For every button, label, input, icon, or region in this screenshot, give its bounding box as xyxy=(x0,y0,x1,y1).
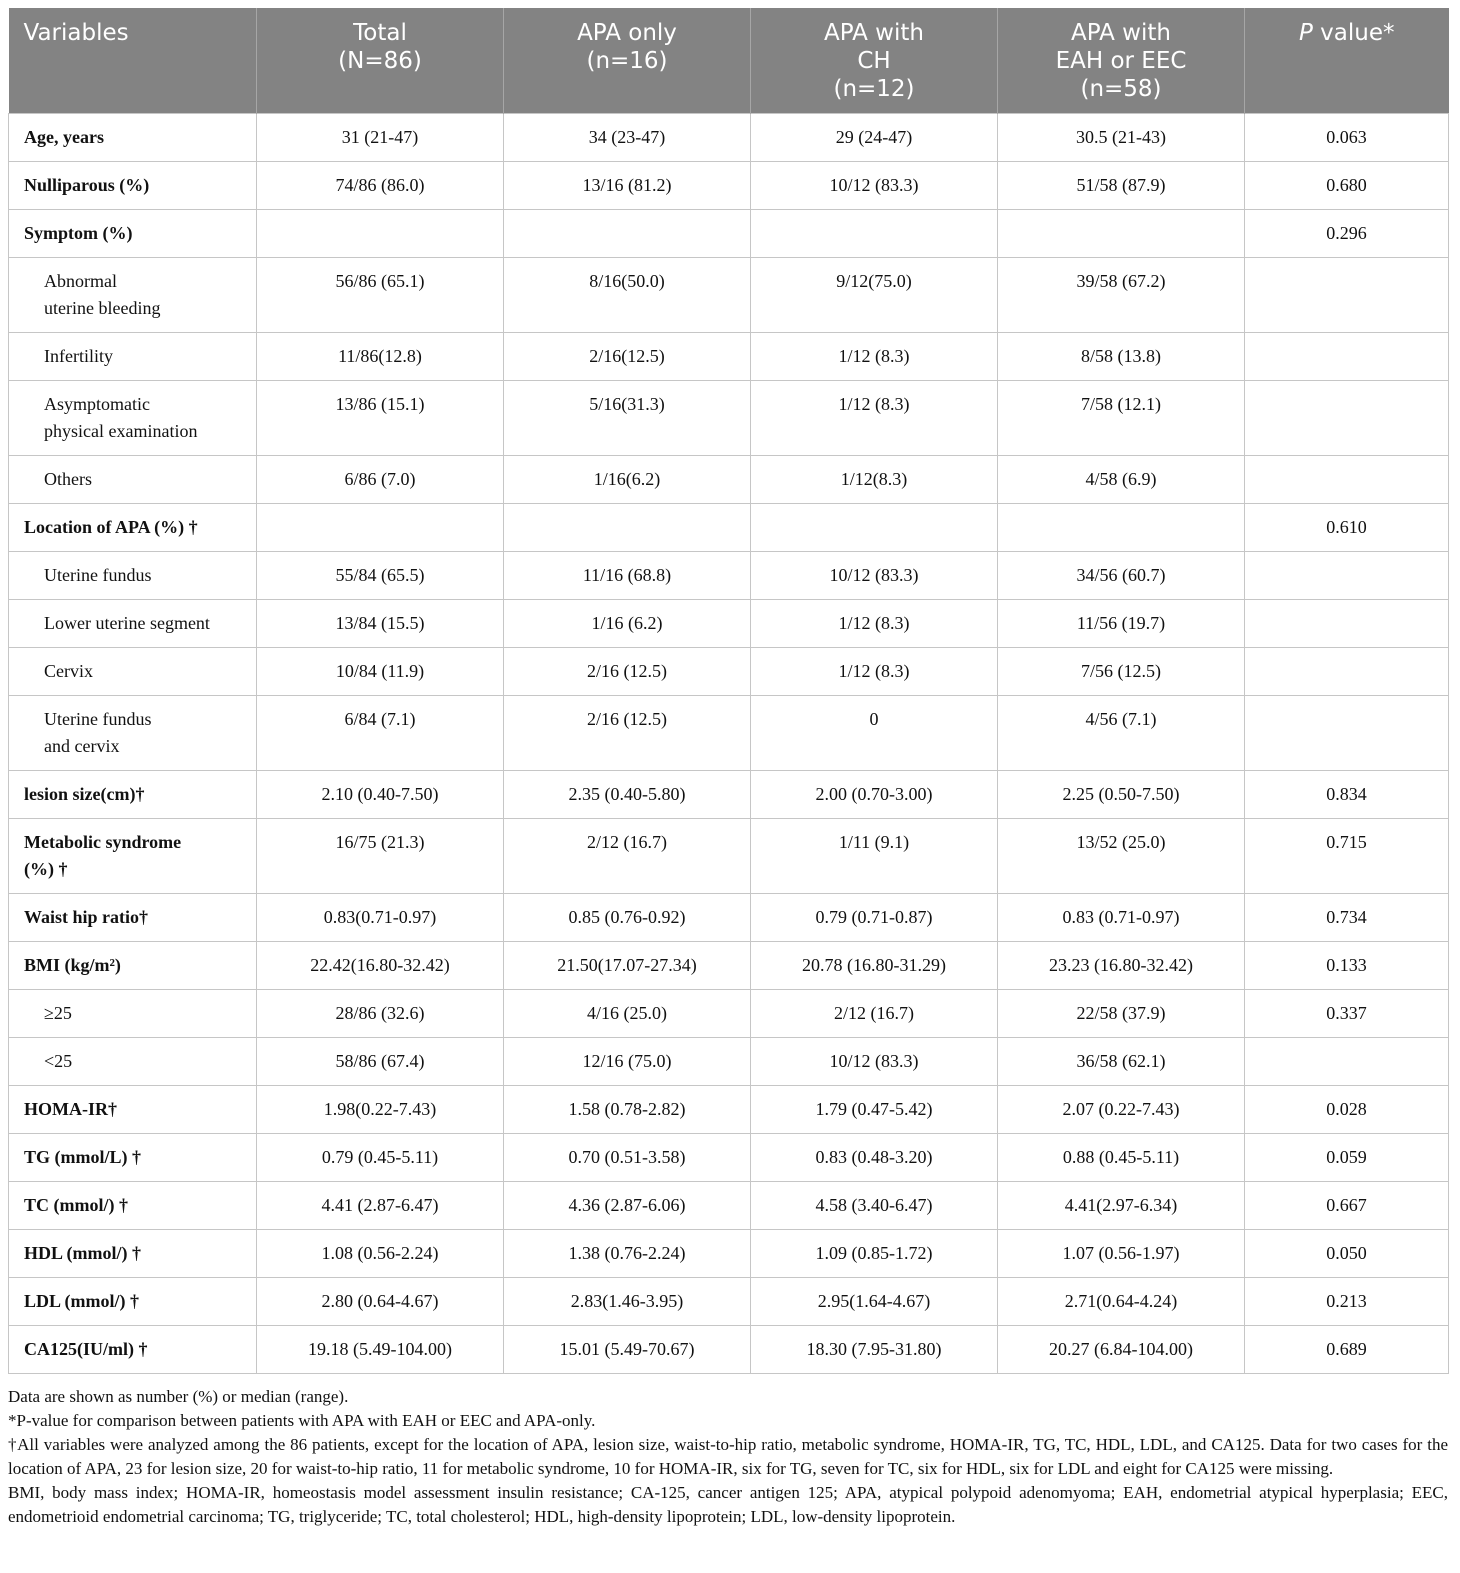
cell-apa-only: 21.50(17.07-27.34) xyxy=(504,942,751,990)
table-row xyxy=(9,600,1449,648)
cell-p-value: 0.680 xyxy=(1245,162,1449,210)
table-row xyxy=(9,504,1449,552)
cell-apa-with-eah-or-eec: 2.25 (0.50-7.50) xyxy=(998,771,1245,819)
cell-p-value: 0.213 xyxy=(1245,1278,1449,1326)
cell-apa-with-ch: 1.79 (0.47-5.42) xyxy=(751,1086,998,1134)
cell-apa-only: 13/16 (81.2) xyxy=(504,162,751,210)
cell-total: 55/84 (65.5) xyxy=(257,552,504,600)
cell-apa-with-eah-or-eec xyxy=(998,210,1245,258)
table-row xyxy=(9,456,1449,504)
cell-total xyxy=(257,210,504,258)
cell-p-value: 0.337 xyxy=(1245,990,1449,1038)
cell-total: 1.08 (0.56-2.24) xyxy=(257,1230,504,1278)
table-row xyxy=(9,942,1449,990)
cell-apa-only: 5/16(31.3) xyxy=(504,381,751,456)
footnote: *P-value for comparison between patients with APA with EAH or EEC and APA-only. xyxy=(8,1411,596,1430)
cell-apa-with-eah-or-eec: 39/58 (67.2) xyxy=(998,258,1245,333)
table-row xyxy=(9,648,1449,696)
cell-apa-with-ch: 9/12(75.0) xyxy=(751,258,998,333)
header-total: Total (N=86) xyxy=(257,8,504,114)
cell-apa-with-eah-or-eec: 51/58 (87.9) xyxy=(998,162,1245,210)
cell-apa-only: 0.85 (0.76-0.92) xyxy=(504,894,751,942)
row-label: HDL (mmol/) † xyxy=(9,1230,257,1278)
cell-apa-with-ch: 4.58 (3.40-6.47) xyxy=(751,1182,998,1230)
cell-apa-only: 2/16(12.5) xyxy=(504,333,751,381)
cell-apa-with-ch: 0.79 (0.71-0.87) xyxy=(751,894,998,942)
row-label: Lower uterine segment xyxy=(9,600,257,648)
cell-apa-only: 11/16 (68.8) xyxy=(504,552,751,600)
cell-apa-with-ch: 1/11 (9.1) xyxy=(751,819,998,894)
row-label: Waist hip ratio† xyxy=(9,894,257,942)
cell-apa-with-ch: 1/12 (8.3) xyxy=(751,333,998,381)
row-label: Abnormal uterine bleeding xyxy=(9,258,257,333)
cell-apa-with-ch: 18.30 (7.95-31.80) xyxy=(751,1326,998,1374)
cell-p-value: 0.028 xyxy=(1245,1086,1449,1134)
cell-total: 11/86(12.8) xyxy=(257,333,504,381)
row-label: TC (mmol/) † xyxy=(9,1182,257,1230)
row-label: Others xyxy=(9,456,257,504)
cell-apa-with-ch: 10/12 (83.3) xyxy=(751,552,998,600)
footnote: BMI, body mass index; HOMA-IR, homeostasis model assessment insulin resistance; CA-125, cancer antigen 125; APA, atypical polypoid adenomyoma; EAH, endometrial atypical hyperplasia; EEC, endometrioid endometrial carcinoma; TG, triglyceride; TC, total cholesterol; HDL, high-density lipoprotein; LDL, low-density lipoprotein. xyxy=(8,1483,1448,1526)
characteristics-table xyxy=(8,8,1449,1374)
cell-apa-with-eah-or-eec: 4/56 (7.1) xyxy=(998,696,1245,771)
cell-apa-with-ch: 1/12(8.3) xyxy=(751,456,998,504)
cell-apa-only xyxy=(504,210,751,258)
cell-apa-with-ch: 0 xyxy=(751,696,998,771)
cell-total: 6/86 (7.0) xyxy=(257,456,504,504)
table-header xyxy=(9,8,1449,114)
cell-apa-with-ch: 1/12 (8.3) xyxy=(751,648,998,696)
table-row xyxy=(9,258,1449,333)
cell-apa-only: 8/16(50.0) xyxy=(504,258,751,333)
cell-apa-with-ch: 10/12 (83.3) xyxy=(751,162,998,210)
row-label: Uterine fundus xyxy=(9,552,257,600)
cell-p-value: 0.689 xyxy=(1245,1326,1449,1374)
row-label: lesion size(cm)† xyxy=(9,771,257,819)
table-row xyxy=(9,1086,1449,1134)
cell-apa-only: 2.35 (0.40-5.80) xyxy=(504,771,751,819)
header-row xyxy=(9,8,1449,114)
cell-apa-with-eah-or-eec: 4.41(2.97-6.34) xyxy=(998,1182,1245,1230)
cell-apa-only: 2/16 (12.5) xyxy=(504,648,751,696)
table-row xyxy=(9,696,1449,771)
row-label: Age, years xyxy=(9,114,257,162)
cell-total: 22.42(16.80-32.42) xyxy=(257,942,504,990)
cell-apa-with-eah-or-eec: 4/58 (6.9) xyxy=(998,456,1245,504)
cell-total: 28/86 (32.6) xyxy=(257,990,504,1038)
row-label: CA125(IU/ml) † xyxy=(9,1326,257,1374)
cell-apa-with-eah-or-eec: 34/56 (60.7) xyxy=(998,552,1245,600)
table-row xyxy=(9,162,1449,210)
cell-total xyxy=(257,504,504,552)
footnote: Data are shown as number (%) or median (range). xyxy=(8,1387,349,1406)
table-row xyxy=(9,1038,1449,1086)
cell-apa-with-eah-or-eec: 7/58 (12.1) xyxy=(998,381,1245,456)
cell-p-value xyxy=(1245,333,1449,381)
cell-apa-with-eah-or-eec: 36/58 (62.1) xyxy=(998,1038,1245,1086)
cell-apa-with-ch: 1.09 (0.85-1.72) xyxy=(751,1230,998,1278)
cell-apa-only: 1.58 (0.78-2.82) xyxy=(504,1086,751,1134)
cell-apa-only: 2/16 (12.5) xyxy=(504,696,751,771)
cell-apa-only: 4.36 (2.87-6.06) xyxy=(504,1182,751,1230)
cell-total: 74/86 (86.0) xyxy=(257,162,504,210)
cell-total: 6/84 (7.1) xyxy=(257,696,504,771)
cell-p-value: 0.834 xyxy=(1245,771,1449,819)
table-row xyxy=(9,381,1449,456)
cell-apa-with-eah-or-eec: 11/56 (19.7) xyxy=(998,600,1245,648)
cell-apa-with-eah-or-eec: 7/56 (12.5) xyxy=(998,648,1245,696)
header-p-value-letter: P xyxy=(1298,20,1313,46)
header-variables: Variables xyxy=(9,8,257,114)
table-body xyxy=(9,114,1449,1374)
cell-p-value: 0.734 xyxy=(1245,894,1449,942)
cell-apa-only: 1/16 (6.2) xyxy=(504,600,751,648)
cell-p-value: 0.063 xyxy=(1245,114,1449,162)
cell-p-value xyxy=(1245,1038,1449,1086)
cell-apa-with-ch: 10/12 (83.3) xyxy=(751,1038,998,1086)
table-row xyxy=(9,1278,1449,1326)
cell-apa-with-ch: 1/12 (8.3) xyxy=(751,600,998,648)
cell-apa-only: 15.01 (5.49-70.67) xyxy=(504,1326,751,1374)
cell-total: 10/84 (11.9) xyxy=(257,648,504,696)
cell-p-value xyxy=(1245,648,1449,696)
cell-total: 56/86 (65.1) xyxy=(257,258,504,333)
cell-apa-only: 0.70 (0.51-3.58) xyxy=(504,1134,751,1182)
cell-apa-with-ch: 0.83 (0.48-3.20) xyxy=(751,1134,998,1182)
row-label: ≥25 xyxy=(9,990,257,1038)
header-apa-with-ch: APA with CH (n=12) xyxy=(751,8,998,114)
header-apa-only: APA only (n=16) xyxy=(504,8,751,114)
cell-total: 2.10 (0.40-7.50) xyxy=(257,771,504,819)
cell-p-value: 0.715 xyxy=(1245,819,1449,894)
cell-apa-only: 1/16(6.2) xyxy=(504,456,751,504)
row-label: Asymptomatic physical examination xyxy=(9,381,257,456)
table-row xyxy=(9,114,1449,162)
cell-total: 4.41 (2.87-6.47) xyxy=(257,1182,504,1230)
cell-apa-with-eah-or-eec: 22/58 (37.9) xyxy=(998,990,1245,1038)
footnote: †All variables were analyzed among the 86 patients, except for the location of APA, lesion size, waist-to-hip ratio, metabolic syndrome, HOMA-IR, TG, TC, HDL, LDL, and CA125. Data for two cases for the location of APA, 23 for lesion size, 20 for waist-to-hip ratio, 11 for metabolic syndrome, 10 for HOMA-IR, six for TG, seven for TC, six for HDL, six for LDL and eight for CA125 were missing. xyxy=(8,1435,1448,1478)
table-row xyxy=(9,1230,1449,1278)
cell-total: 1.98(0.22-7.43) xyxy=(257,1086,504,1134)
cell-apa-with-eah-or-eec: 2.71(0.64-4.24) xyxy=(998,1278,1245,1326)
cell-apa-only: 2/12 (16.7) xyxy=(504,819,751,894)
cell-total: 58/86 (67.4) xyxy=(257,1038,504,1086)
table-row xyxy=(9,894,1449,942)
header-apa-with-eah-or-eec: APA with EAH or EEC (n=58) xyxy=(998,8,1245,114)
cell-apa-with-eah-or-eec xyxy=(998,504,1245,552)
cell-apa-with-ch xyxy=(751,504,998,552)
cell-total: 19.18 (5.49-104.00) xyxy=(257,1326,504,1374)
cell-apa-with-eah-or-eec: 8/58 (13.8) xyxy=(998,333,1245,381)
cell-p-value: 0.610 xyxy=(1245,504,1449,552)
cell-p-value: 0.667 xyxy=(1245,1182,1449,1230)
table-row xyxy=(9,1134,1449,1182)
cell-total: 0.79 (0.45-5.11) xyxy=(257,1134,504,1182)
cell-total: 13/86 (15.1) xyxy=(257,381,504,456)
row-label: HOMA-IR† xyxy=(9,1086,257,1134)
row-label: <25 xyxy=(9,1038,257,1086)
row-label: Infertility xyxy=(9,333,257,381)
cell-apa-with-ch: 1/12 (8.3) xyxy=(751,381,998,456)
cell-apa-with-eah-or-eec: 13/52 (25.0) xyxy=(998,819,1245,894)
footnotes xyxy=(8,1385,1448,1529)
cell-apa-only: 4/16 (25.0) xyxy=(504,990,751,1038)
table-row xyxy=(9,1326,1449,1374)
cell-apa-with-ch xyxy=(751,210,998,258)
cell-p-value xyxy=(1245,258,1449,333)
cell-apa-with-eah-or-eec: 1.07 (0.56-1.97) xyxy=(998,1230,1245,1278)
row-label: LDL (mmol/) † xyxy=(9,1278,257,1326)
cell-apa-with-eah-or-eec: 0.83 (0.71-0.97) xyxy=(998,894,1245,942)
row-label: BMI (kg/m²) xyxy=(9,942,257,990)
cell-p-value xyxy=(1245,381,1449,456)
cell-p-value: 0.296 xyxy=(1245,210,1449,258)
cell-p-value xyxy=(1245,696,1449,771)
cell-apa-only: 12/16 (75.0) xyxy=(504,1038,751,1086)
table-row xyxy=(9,210,1449,258)
cell-apa-with-ch: 2.95(1.64-4.67) xyxy=(751,1278,998,1326)
cell-apa-with-ch: 20.78 (16.80-31.29) xyxy=(751,942,998,990)
cell-p-value xyxy=(1245,600,1449,648)
table-row xyxy=(9,771,1449,819)
row-label: Symptom (%) xyxy=(9,210,257,258)
cell-apa-only xyxy=(504,504,751,552)
cell-apa-with-eah-or-eec: 20.27 (6.84-104.00) xyxy=(998,1326,1245,1374)
header-p-value xyxy=(1245,8,1449,114)
cell-apa-only: 1.38 (0.76-2.24) xyxy=(504,1230,751,1278)
cell-total: 13/84 (15.5) xyxy=(257,600,504,648)
table-row xyxy=(9,552,1449,600)
cell-apa-with-eah-or-eec: 2.07 (0.22-7.43) xyxy=(998,1086,1245,1134)
cell-total: 16/75 (21.3) xyxy=(257,819,504,894)
cell-apa-with-ch: 2/12 (16.7) xyxy=(751,990,998,1038)
cell-total: 31 (21-47) xyxy=(257,114,504,162)
cell-p-value: 0.059 xyxy=(1245,1134,1449,1182)
cell-apa-with-eah-or-eec: 30.5 (21-43) xyxy=(998,114,1245,162)
cell-p-value xyxy=(1245,552,1449,600)
row-label: Uterine fundus and cervix xyxy=(9,696,257,771)
row-label: Nulliparous (%) xyxy=(9,162,257,210)
cell-p-value: 0.133 xyxy=(1245,942,1449,990)
cell-apa-with-eah-or-eec: 0.88 (0.45-5.11) xyxy=(998,1134,1245,1182)
row-label: Location of APA (%) † xyxy=(9,504,257,552)
row-label: Metabolic syndrome (%) † xyxy=(9,819,257,894)
cell-total: 2.80 (0.64-4.67) xyxy=(257,1278,504,1326)
cell-apa-only: 34 (23-47) xyxy=(504,114,751,162)
table-row xyxy=(9,333,1449,381)
cell-p-value: 0.050 xyxy=(1245,1230,1449,1278)
table-row xyxy=(9,990,1449,1038)
table-row xyxy=(9,1182,1449,1230)
row-label: Cervix xyxy=(9,648,257,696)
cell-apa-with-eah-or-eec: 23.23 (16.80-32.42) xyxy=(998,942,1245,990)
table-wrapper xyxy=(8,8,1448,1529)
table-row xyxy=(9,819,1449,894)
header-p-value-text: value* xyxy=(1312,20,1395,46)
cell-apa-with-ch: 2.00 (0.70-3.00) xyxy=(751,771,998,819)
cell-total: 0.83(0.71-0.97) xyxy=(257,894,504,942)
row-label: TG (mmol/L) † xyxy=(9,1134,257,1182)
cell-apa-only: 2.83(1.46-3.95) xyxy=(504,1278,751,1326)
cell-p-value xyxy=(1245,456,1449,504)
cell-apa-with-ch: 29 (24-47) xyxy=(751,114,998,162)
